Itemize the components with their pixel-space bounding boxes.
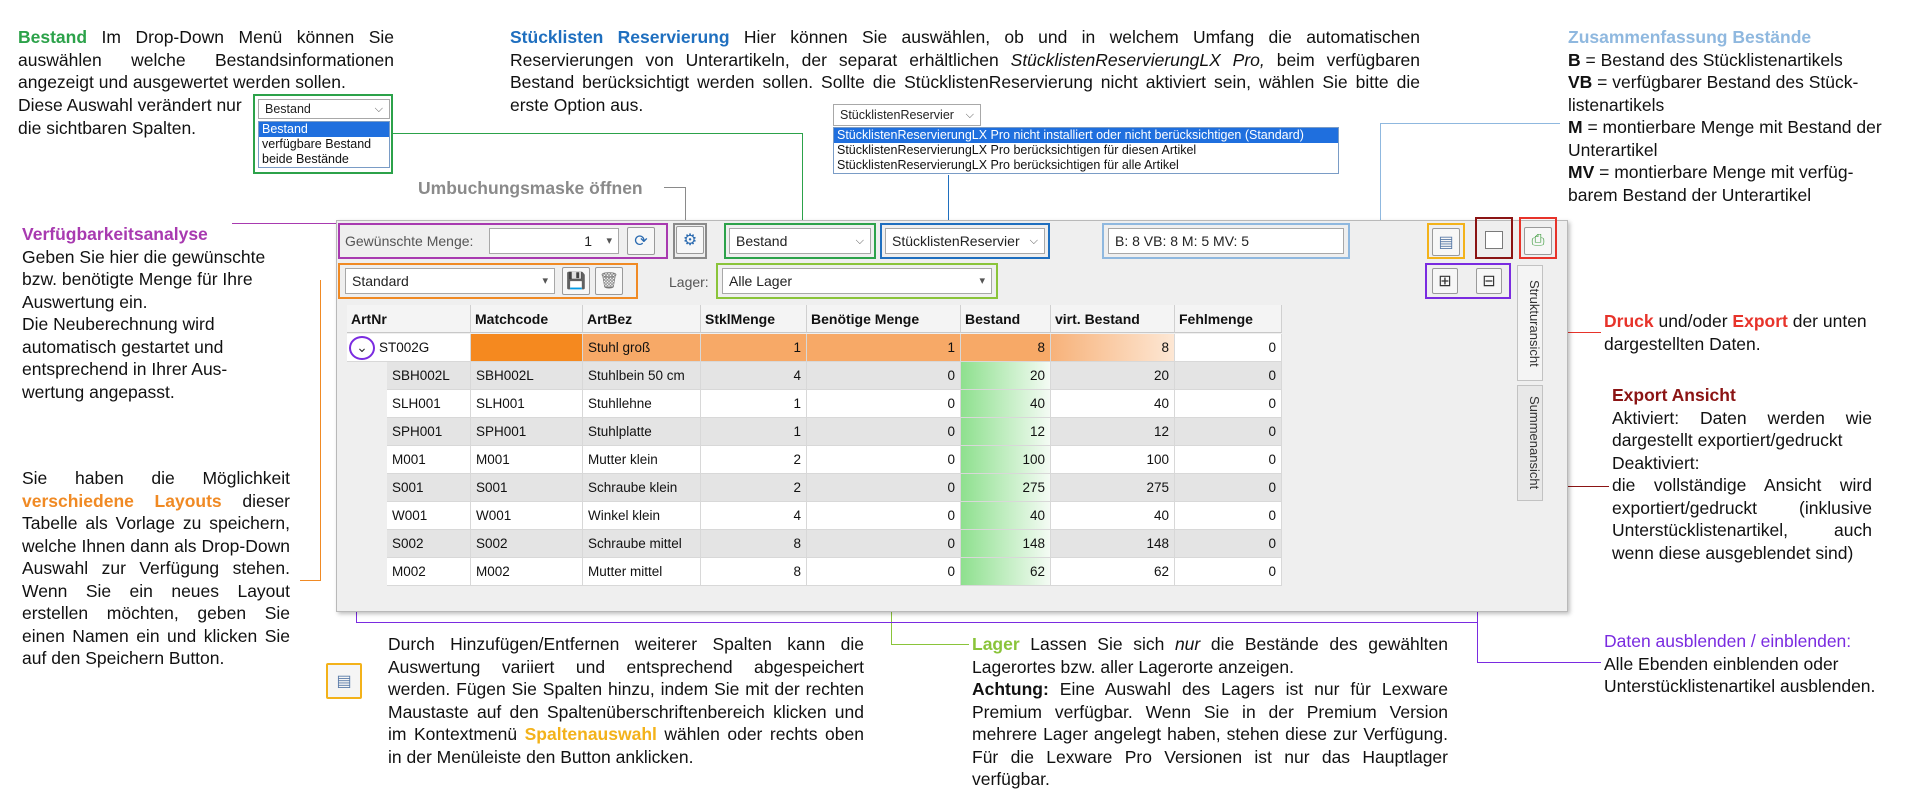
table-cell: 0 — [807, 558, 961, 586]
annotation-bestand-text: Im Drop-Down Menü können Sie auswählen welche Bestandsinformationen angezeigt und ausgewertet werden sollen. — [18, 27, 394, 92]
table-cell: SPH001 — [387, 418, 471, 446]
annotation-bestand — [18, 26, 394, 94]
annotation-export-title: Export Ansicht — [1612, 385, 1736, 405]
table-cell: 2 — [701, 446, 807, 474]
table-cell: 4 — [701, 362, 807, 390]
annotation-lager: Lager Lassen Sie sich nur die Bestände des gewählten Lagerortes bzw. aller Lagerorte anzeigen. Achtung: Eine Auswahl des Lagers ist nur für Lexware Premium verfügbar. Wenn Sie in der Premium Version mehrere Lager angelegt haben, stehen diese zur Verfügung. Für die Lexware Pro Versionen ist nur das Hauptlager verfügbar. — [972, 634, 1448, 789]
refresh-button[interactable]: ⟳ — [627, 227, 655, 255]
table-cell: M001 — [471, 446, 583, 474]
annotation-verfuegbarkeit-title: Verfügbarkeitsanalyse — [22, 224, 208, 244]
table-row[interactable] — [347, 418, 1282, 446]
table-cell: 2 — [701, 474, 807, 502]
table-cell: 40 — [1051, 390, 1175, 418]
table-cell: 1 — [701, 390, 807, 418]
table-row[interactable] — [347, 502, 1282, 530]
annotation-layouts: Sie haben die Möglichkeit verschiedene Layouts dieser Tabelle als Vorlage zu speichern, welche Ihnen dann als Drop-Down Auswahl zur Verfügung stehen. Wenn Sie ein neues Layout erstellen möchten, geben Sie einen Namen ein und klicken Sie auf den Speichern Button. — [22, 468, 291, 668]
bestand-popup-combo[interactable] — [258, 99, 390, 119]
table-cell: 100 — [961, 446, 1051, 474]
table-cell: M002 — [387, 558, 471, 586]
tab-strukturansicht[interactable]: Strukturansicht — [1517, 265, 1543, 381]
table-cell: 20 — [1051, 362, 1175, 390]
column-select-button[interactable]: ▤ — [1432, 228, 1460, 256]
annotation-verfuegbarkeit — [22, 223, 288, 403]
print-export-button[interactable]: ⎙ — [1524, 227, 1552, 255]
annotation-verfuegbarkeit-text2: Die Neuberechnung wird automatisch gestartet und entsprechend in Ihrer Aus-wertung angepasst. — [22, 314, 228, 402]
annotation-bestand-title: Bestand — [18, 27, 88, 47]
table-cell: 275 — [1051, 474, 1175, 502]
bestand-popup-value: Bestand — [265, 102, 311, 116]
table-cell: 0 — [1175, 390, 1282, 418]
table-cell: Schraube mittel — [583, 530, 701, 558]
table-cell: S002 — [471, 530, 583, 558]
table-cell: 12 — [961, 418, 1051, 446]
reservierung-popup-value: StücklistenReservier — [840, 108, 954, 122]
column-select-icon: ▤ — [326, 663, 362, 699]
table-row[interactable] — [347, 334, 1282, 362]
connector-ausblenden-h — [1477, 662, 1601, 663]
bestand-option[interactable]: verfügbare Bestand — [262, 137, 372, 151]
summary-line: MV = montierbare Menge mit verfüg-barem Bestand der Unterartikel — [1568, 162, 1854, 205]
table-cell: SBH002L — [387, 362, 471, 390]
table-row[interactable] — [347, 390, 1282, 418]
table-cell: Winkel klein — [583, 502, 701, 530]
column-header[interactable]: Benötige Menge — [807, 305, 961, 333]
table-cell: 40 — [1051, 502, 1175, 530]
table-cell: 0 — [807, 474, 961, 502]
collapse-all-button[interactable]: ⊟ — [1476, 268, 1502, 294]
table-cell: Stuhlbein 50 cm — [583, 362, 701, 390]
table-cell: Stuhlplatte — [583, 418, 701, 446]
table-cell: SPH001 — [471, 418, 583, 446]
umbuchung-button[interactable]: ⚙ — [676, 226, 704, 254]
layout-combo[interactable]: Standard ▾ — [345, 268, 555, 294]
table-cell: 0 — [1175, 502, 1282, 530]
annotation-umbuchung-text: Umbuchungsmaske öffnen — [418, 178, 643, 198]
connector-umbuchung-v — [685, 187, 686, 223]
annotation-lager-warning: Achtung: — [972, 679, 1049, 699]
table-cell: Mutter klein — [583, 446, 701, 474]
connector-lager-h — [891, 644, 969, 645]
annotation-spalten-highlight: Spaltenauswahl — [524, 724, 657, 744]
column-header[interactable]: Bestand — [961, 305, 1051, 333]
reservierung-combo[interactable]: StücklistenReservier ⌵ — [885, 228, 1045, 254]
table-cell: 0 — [807, 362, 961, 390]
annotation-bestand-text2: Diese Auswahl verändert nur die sichtbaren Spalten. — [18, 95, 242, 138]
connector-druck-h — [1563, 332, 1601, 333]
table-cell: SLH001 — [387, 390, 471, 418]
reservierung-option[interactable]: StücklistenReservierungLX Pro nicht installiert oder nicht berücksichtigen (Standard) — [834, 128, 1338, 143]
table-cell: 0 — [1175, 474, 1282, 502]
column-header[interactable]: Matchcode — [471, 305, 583, 333]
lager-combo[interactable]: Alle Lager ▾ — [722, 268, 992, 294]
connector-layouts-h — [300, 580, 321, 581]
table-cell: 0 — [807, 446, 961, 474]
annotation-export-ansicht: Export Ansicht Aktiviert: Daten werden wie dargestellt exportiert/gedruckt Deaktiviert: die vollständige Ansicht wird exportiert/gedruckt (inklusive Unterstücklistenartikel, auch wenn diese ausgeblendet sind) — [1612, 385, 1872, 563]
table-cell: 100 — [1051, 446, 1175, 474]
annotation-druck: Druck und/oder Export der unten dargestellten Daten. — [1604, 311, 1867, 354]
summary-field: B: 8 VB: 8 M: 5 MV: 5 — [1108, 228, 1344, 254]
annotation-stueckliste-text2: beim verfügbaren Bestand berücksichtigt werden sollen. Sollte die StücklistenReservierung nicht aktiviert sein, wählen Sie bitte die erste Option aus. — [510, 49, 1420, 115]
summary-line: B = Bestand des Stücklistenartikels — [1568, 49, 1843, 70]
table-cell: Mutter mittel — [583, 558, 701, 586]
table-cell: 275 — [961, 474, 1051, 502]
table-row[interactable] — [347, 446, 1282, 474]
summary-line: VB = verfügbarer Bestand des Stück-listenartikels — [1568, 72, 1859, 115]
column-header[interactable]: virt. Bestand — [1051, 305, 1175, 333]
annotation-stueckliste-text1: Hier können Sie auswählen, ob und in welchem Umfang die automatischen Reservierungen von Unterartikeln, der separat erhältlichen — [510, 27, 1421, 70]
export-view-checkbox[interactable] — [1485, 231, 1503, 249]
annotation-verfuegbarkeit-text: Geben Sie hier die gewünschte bzw. benötigte Menge für Ihre Auswertung ein. — [22, 246, 266, 312]
annotation-stueckliste — [510, 26, 1420, 116]
chevron-down-icon: ▾ — [979, 275, 985, 287]
annotation-ausblenden: Daten ausblenden / einblenden: Alle Ebenden einblenden oder Unterstücklistenartikel ausblenden. — [1604, 630, 1900, 698]
expand-all-button[interactable]: ⊞ — [1432, 268, 1458, 294]
annotation-zusammenfassung — [1568, 26, 1898, 206]
connector-umbuchung — [664, 187, 686, 188]
connector-bestand-v — [802, 133, 803, 223]
table-cell: 0 — [1175, 558, 1282, 586]
table-cell: 62 — [1051, 558, 1175, 586]
table-cell: 0 — [1175, 530, 1282, 558]
table-cell: 0 — [1175, 418, 1282, 446]
menge-label: Gewünschte Menge: — [345, 233, 474, 249]
bestand-combo[interactable]: Bestand ⌵ — [729, 228, 871, 254]
annotation-lager-title: Lager — [972, 634, 1020, 654]
reservierung-popup-combo[interactable] — [833, 104, 981, 126]
table-cell: S002 — [387, 530, 471, 558]
tab-summenansicht[interactable]: Summenansicht — [1517, 385, 1543, 501]
connector-expand-h — [356, 622, 1478, 623]
annotation-stueckliste-title: Stücklisten Reservierung — [510, 27, 730, 47]
table-cell: 1 — [701, 418, 807, 446]
table-cell: 62 — [961, 558, 1051, 586]
table-cell: W001 — [471, 502, 583, 530]
table-cell: 8 — [1051, 334, 1175, 362]
connector-summary-h — [1380, 123, 1560, 124]
annotation-stueckliste-italic: StücklistenReservierungLX Pro, — [1010, 49, 1265, 70]
table-cell: 8 — [701, 558, 807, 586]
chevron-down-icon: ⌵ — [374, 103, 383, 115]
table-cell: 1 — [701, 334, 807, 362]
table-row[interactable] — [347, 474, 1282, 502]
table-cell: M001 — [387, 446, 471, 474]
column-header[interactable]: StklMenge — [701, 305, 807, 333]
table-cell: 148 — [961, 530, 1051, 558]
connector-summary-v — [1380, 123, 1381, 223]
connector-reservierung — [948, 175, 949, 223]
table-cell: 4 — [701, 502, 807, 530]
summary-line: M = montierbare Menge mit Bestand der Unterartikel — [1568, 117, 1882, 160]
delete-layout-button[interactable]: 🗑 — [595, 267, 623, 295]
table-cell: 8 — [701, 530, 807, 558]
annotation-spalten: Durch Hinzufügen/Entfernen weiterer Spalten kann die Auswertung variiert und entsprechend abgespeichert werden. Fügen Sie Spalten hinzu, indem Sie mit der rechten Maustaste auf den Spaltenüberschriftenbereich klicken und im Kontextmenü Spaltenauswahl wählen oder rechts oben in der Menüleiste den Button anklicken. — [388, 634, 864, 767]
table-cell: ST002G — [347, 334, 471, 362]
table-cell: 20 — [961, 362, 1051, 390]
table-cell: S001 — [387, 474, 471, 502]
table-cell: 1 — [807, 334, 961, 362]
column-header[interactable]: Fehlmenge — [1175, 305, 1282, 333]
table-row[interactable] — [347, 362, 1282, 390]
table-cell: S001 — [471, 474, 583, 502]
table-cell: 0 — [1175, 334, 1282, 362]
table-row[interactable] — [347, 530, 1282, 558]
save-layout-button[interactable]: 💾 — [562, 267, 590, 295]
connector-layouts-v — [320, 280, 321, 580]
table-cell: Stuhllehne — [583, 390, 701, 418]
lager-label: Lager: — [669, 274, 709, 290]
table-cell: SLH001 — [471, 390, 583, 418]
chevron-down-icon: ⌵ — [855, 235, 864, 247]
analysis-window — [336, 220, 1568, 612]
connector-bestand — [393, 133, 803, 134]
connector-verfuegbarkeit — [232, 223, 336, 224]
column-header[interactable]: ArtBez — [583, 305, 701, 333]
chevron-down-icon: ▾ — [606, 235, 612, 247]
reservierung-option[interactable]: StücklistenReservierungLX Pro berücksichtigen für diesen Artikel — [837, 143, 1197, 157]
table-cell: Stuhl groß — [583, 334, 701, 362]
table-cell: SBH002L — [471, 362, 583, 390]
table-cell: 0 — [807, 530, 961, 558]
table-row[interactable] — [347, 558, 1282, 586]
table-cell: 0 — [807, 418, 961, 446]
table-cell: 0 — [807, 390, 961, 418]
table-cell — [471, 334, 583, 362]
table-cell: 0 — [1175, 362, 1282, 390]
reservierung-popup-list — [833, 127, 1339, 174]
annotation-ausblenden-title: Daten ausblenden / einblenden: — [1604, 631, 1852, 651]
column-header[interactable]: ArtNr — [347, 305, 471, 333]
table-cell: 40 — [961, 502, 1051, 530]
table-cell: 0 — [807, 502, 961, 530]
table-cell: 0 — [1175, 446, 1282, 474]
bestand-option[interactable]: Bestand — [259, 122, 389, 137]
chevron-down-icon: ⌵ — [965, 109, 974, 121]
chevron-down-icon: ▾ — [542, 275, 548, 287]
table-cell: 12 — [1051, 418, 1175, 446]
annotation-layouts-highlight: verschiedene Layouts — [22, 490, 222, 511]
expand-toggle-icon[interactable]: ⌄ — [349, 336, 375, 360]
table-cell: 8 — [961, 334, 1051, 362]
annotation-umbuchung — [418, 177, 643, 200]
annotation-zusammenfassung-title: Zusammenfassung Bestände — [1568, 27, 1812, 47]
table-cell: M002 — [471, 558, 583, 586]
bestand-popup-list — [258, 121, 390, 168]
menge-input[interactable] — [489, 228, 619, 254]
chevron-down-icon: ⌵ — [1029, 235, 1038, 247]
bestand-option[interactable]: beide Bestände — [262, 152, 349, 166]
reservierung-option[interactable]: StücklistenReservierungLX Pro berücksichtigen für alle Artikel — [837, 158, 1179, 172]
annotation-bestand-2 — [18, 94, 248, 139]
table-cell: Schraube klein — [583, 474, 701, 502]
table-cell: W001 — [387, 502, 471, 530]
menge-value: 1 — [584, 233, 592, 249]
table-cell: 40 — [961, 390, 1051, 418]
table-cell: 148 — [1051, 530, 1175, 558]
